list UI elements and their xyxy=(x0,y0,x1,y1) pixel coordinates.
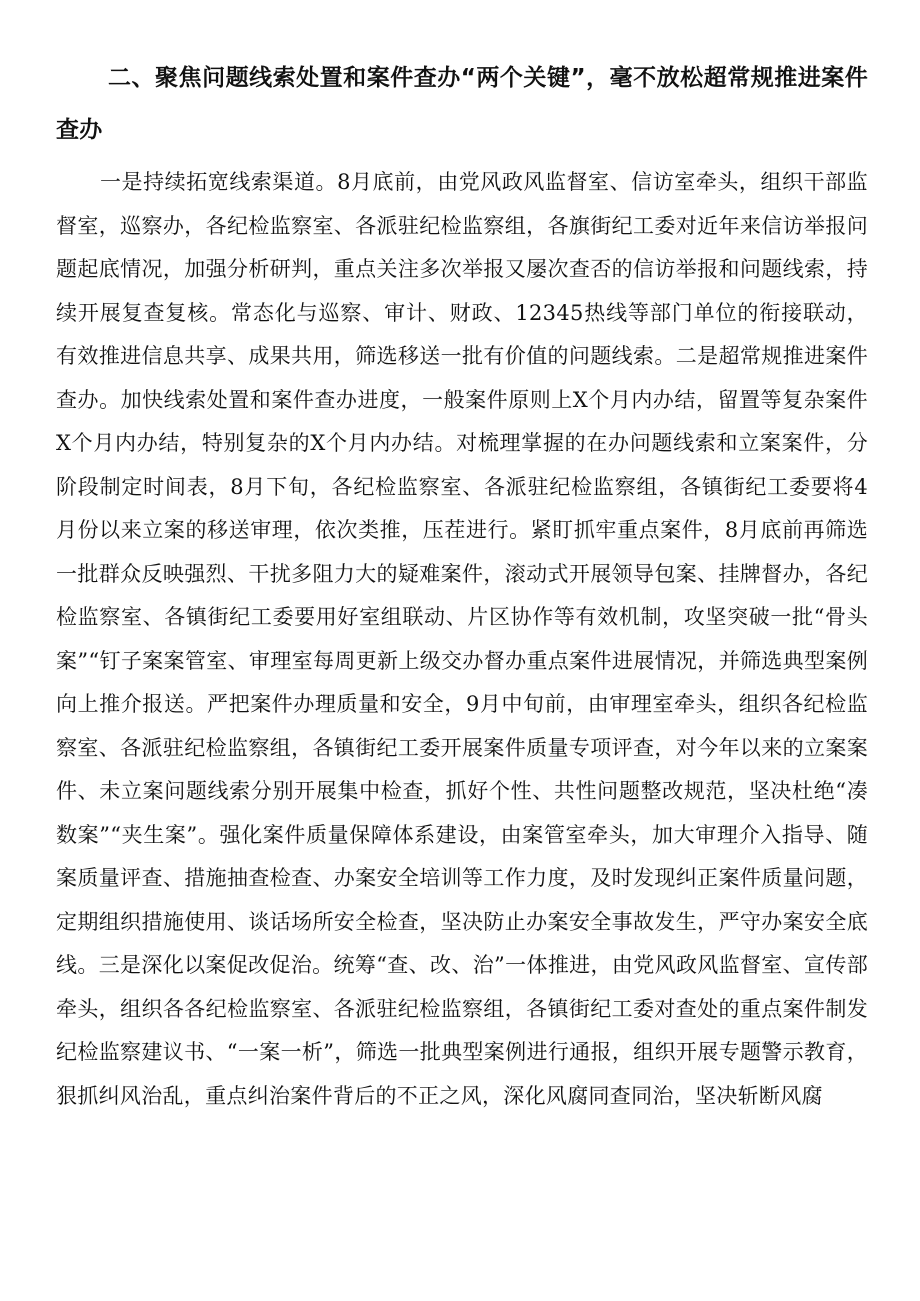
section-heading: 二、聚焦问题线索处置和案件查办“两个关键”，毫不放松超常规推进案件查办 xyxy=(56,65,868,143)
section-paragraph: 一是持续拓宽线索渠道。8月底前，由党风政风监督室、信访室牵头，组织干部监督室，巡察办，各纪检监察室、各派驻纪检监察组，各旗街纪工委对近年来信访举报问题起底情况，加强分析研判，重点关注多次举报又屡次查否的信访举报和问题线索，持续开展复查复核。常态化与巡察、审计、财政、12345热线等部门单位的衔接联动，有效推进信息共享、成果共用，筛选移送一批有价值的问题线索。二是超常规推进案件查办。加快线索处置和案件查办进度，一般案件原则上X个月内办结，留置等复杂案件X个月内办结，特别复杂的X个月内办结。对梳理掌握的在办问题线索和立案案件，分阶段制定时间表，8月下旬，各纪检监察室、各派驻纪检监察组，各镇街纪工委要将4月份以来立案的移送审理，依次类推，压茬进行。紧盯抓牢重点案件，8月底前再筛选一批群众反映强烈、干扰多阻力大的疑难案件，滚动式开展领导包案、挂牌督办，各纪检监察室、各镇街纪工委要用好室组联动、片区协作等有效机制，攻坚突破一批“骨头案”“钉子案案管室、审理室每周更新上级交办督办重点案件进展情况，并筛选典型案例向上推介报送。严把案件办理质量和安全，9月中旬前，由审理室牵头，组织各纪检监察室、各派驻纪检监察组，各镇街纪工委开展案件质量专项评查，对今年以来的立案案件、未立案问题线索分别开展集中检查，抓好个性、共性问题整改规范，坚决杜绝“凑数案”“夹生案”。强化案件质量保障体系建设，由案管室牵头，加大审理介入指导、随案质量评查、措施抽查检查、办案安全培训等工作力度，及时发现纠正案件质量问题，定期组织措施使用、谈话场所安全检查，坚决防止办案安全事故发生，严守办案安全底线。三是深化以案促改促治。统筹“查、改、治”一体推进，由党风政风监督室、宣传部牵头，组织各各纪检监察室、各派驻纪检监察组，各镇街纪工委对查处的重点案件制发纪检监察建议书、“一案一析”，筛选一批典型案例进行通报，组织开展专题警示教育，狠抓纠风治乱，重点纠治案件背后的不正之风，深化风腐同查同治，坚决斩断风腐 xyxy=(56,170,868,1108)
